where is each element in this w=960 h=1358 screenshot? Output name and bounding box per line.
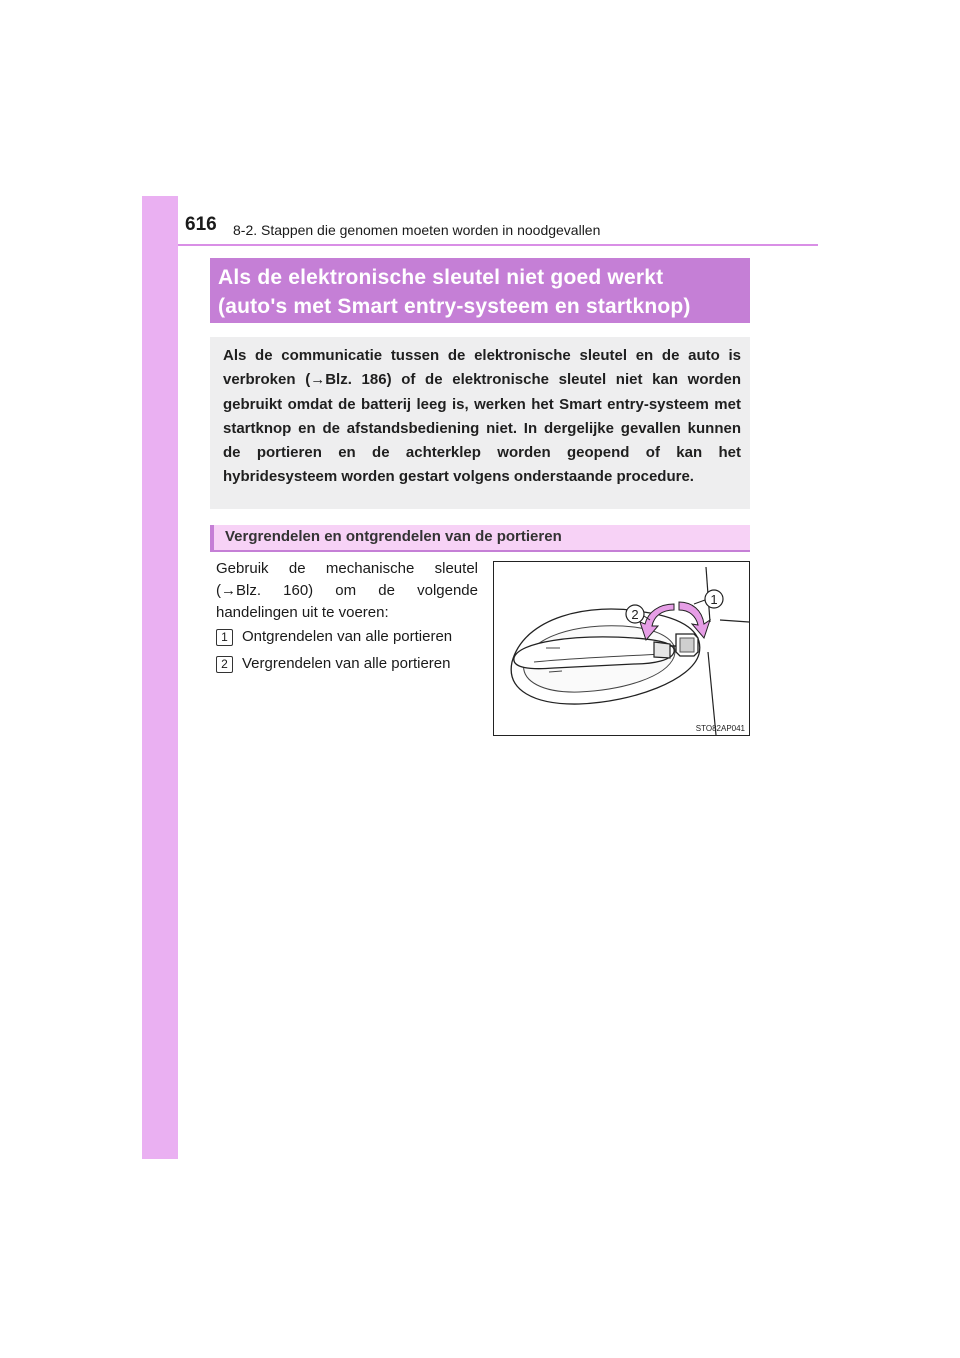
- section-title-line-2: (auto's met Smart entry-systeem en startknop): [218, 295, 691, 318]
- figure-code: STO82AP041: [695, 724, 745, 733]
- step-number-badge: 2: [216, 656, 233, 673]
- callout-1-label: 1: [710, 592, 718, 607]
- subsection-heading: Vergrendelen en ontgrendelen van de portieren: [210, 525, 750, 552]
- door-handle-illustration: [493, 561, 750, 736]
- running-header: 8-2. Stappen die genomen moeten worden in noodgevallen: [233, 222, 601, 238]
- step-item-2: [216, 654, 450, 674]
- door-handle-key-drawing: [494, 562, 749, 735]
- section-title-block: [210, 258, 750, 323]
- step-text: Vergrendelen van alle portieren: [242, 655, 451, 672]
- intro-text: Als de communicatie tussen de elektronische sleutel en de auto is verbroken (→Blz. 186) of de elektronische sleutel niet kan worden gebruikt omdat de batterij leeg is, werken het Smart entry-systeem met startknop en de afstandsbediening niet. In dergelijke gevallen kunnen de portieren en de achterklep worden geopend of kan het hybridesysteem worden gestart volgens onderstaande procedure.: [223, 347, 741, 486]
- step-text: Ontgrendelen van alle portieren: [242, 628, 453, 645]
- page-number: 616: [185, 214, 217, 235]
- intro-box: [210, 337, 750, 509]
- side-tab-strip: [142, 196, 178, 1159]
- step-item-1: [216, 627, 452, 647]
- instruction-text: Gebruik de mechanische sleutel (→Blz. 160) om de volgende handelingen uit te voeren:: [216, 560, 478, 621]
- header-rule: [178, 244, 818, 246]
- callout-2-label: 2: [631, 607, 639, 622]
- section-title-line-1: Als de elektronische sleutel niet goed werkt: [218, 266, 664, 289]
- step-number-badge: 1: [216, 629, 233, 646]
